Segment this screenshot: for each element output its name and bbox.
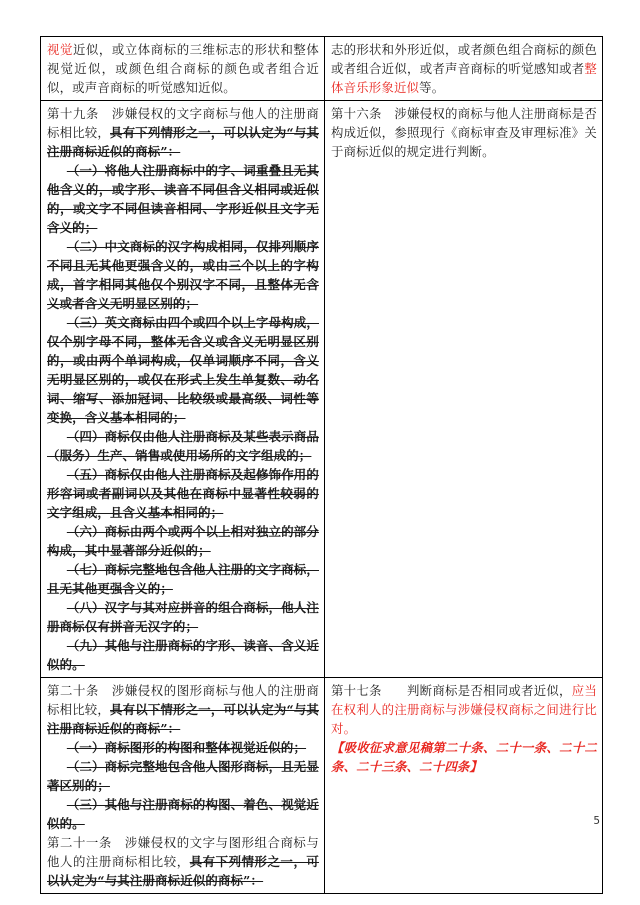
page-number: 5 bbox=[593, 815, 600, 827]
left-cell bbox=[41, 678, 325, 894]
deleted-text: 具有以下情形之一，可以认定为“与其注册商标近似的商标”： bbox=[47, 702, 320, 736]
deleted-item: （九）其他与注册商标的字形、读音、含义近似的。 bbox=[47, 638, 319, 672]
text-run: 第二十条 涉嫌侵权的图形商标与他人的注册商标相比较， bbox=[47, 683, 319, 717]
table-row bbox=[41, 101, 603, 678]
text-run: 第十七条 判断商标是否相同或者近似， bbox=[331, 683, 572, 698]
deleted-item: （二）中文商标的汉字构成相同，仅排列顺序不同且无其他更强含义的，或由三个以上的字构成，首字相同其他仅个别汉字不同，且整体无含义或者含义无明显区别的； bbox=[47, 239, 319, 311]
deleted-item: （七）商标完整地包含他人注册的文字商标，且无其他更强含义的； bbox=[47, 562, 319, 596]
article-intro bbox=[47, 104, 319, 161]
right-cell bbox=[325, 37, 603, 101]
deleted-item: （八）汉字与其对应拼音的组合商标，他人注册商标仅有拼音无汉字的； bbox=[47, 600, 319, 634]
deleted-item: （一）将他人注册商标中的字、词重叠且无其他含义的，或字形、读音不同但含义相同或近似的，或文字不同但读音相同、字形近似且文字无含义的； bbox=[47, 163, 319, 235]
table-row bbox=[41, 678, 603, 894]
text-run: 等。 bbox=[419, 80, 445, 95]
deleted-text: 具有下列情形之一，可以认定为“与其注册商标近似的商标”： bbox=[47, 125, 320, 159]
deleted-item: （五）商标仅由他人注册商标及起修饰作用的形容词或者副词以及其他在商标中显著性较弱的文字组成，且含义基本相同的； bbox=[47, 467, 319, 520]
deleted-item: （六）商标由两个或两个以上相对独立的部分构成，其中显著部分近似的； bbox=[47, 524, 319, 558]
right-cell bbox=[325, 678, 603, 894]
article-text bbox=[331, 681, 597, 738]
text-run: 近似，或立体商标的三维标志的形状和整体视觉近似，或颜色组合商标的颜色或者组合近似，或声音商标的听觉感知近似。 bbox=[47, 42, 319, 95]
deleted-item: （三）英文商标由四个或四个以上字母构成，仅个别字母不同，整体无含义或含义无明显区别的，或由两个单词构成，仅单词顺序不同，含义无明显区别的，或仅在形式上发生单复数、动名词、缩写、添加冠词、比较级或最高级、词性等变换，含义基本相同的； bbox=[47, 315, 319, 425]
table-row bbox=[41, 37, 603, 101]
deleted-item: （四）商标仅由他人注册商标及某些表示商品（服务）生产、销售或使用场所的文字组成的； bbox=[47, 429, 319, 463]
article-intro bbox=[47, 681, 319, 738]
deleted-item: （二）商标完整地包含他人图形商标，且无显著区别的； bbox=[47, 759, 319, 793]
text-run: 视觉 bbox=[47, 42, 73, 57]
left-cell bbox=[41, 37, 325, 101]
deleted-item: （一）商标图形的构图和整体视觉近似的； bbox=[66, 740, 307, 755]
article-text: 第十六条 涉嫌侵权的商标与他人注册商标是否构成近似，参照现行《商标审查及审理标准》关于商标近似的规定进行判断。 bbox=[331, 106, 597, 159]
deleted-text: 具有下列情形之一，可以认定为“与其注册商标近似的商标”： bbox=[47, 854, 320, 888]
right-cell bbox=[325, 101, 603, 678]
text-run: 第十九条 涉嫌侵权的文字商标与他人的注册商标相比较， bbox=[47, 106, 319, 140]
text-run: 第二十一条 涉嫌侵权的文字与图形组合商标与他人的注册商标相比较， bbox=[47, 835, 319, 869]
article-intro bbox=[47, 833, 319, 890]
left-cell bbox=[41, 101, 325, 678]
editor-note: 【吸收征求意见稿第二十条、二十一条、二十二条、二十三条、二十四条】 bbox=[331, 740, 597, 774]
text-run: 应当在权利人的注册商标与涉嫌侵权商标之间进行比对。 bbox=[331, 683, 597, 736]
text-run: 整体音乐形象近似 bbox=[331, 61, 597, 95]
deleted-item: （三）其他与注册商标的构图、着色、视觉近似的。 bbox=[47, 797, 319, 831]
text-run: 志的形状和外形近似，或者颜色组合商标的颜色或者组合近似，或者声音商标的听觉感知或者 bbox=[331, 42, 597, 76]
comparison-table bbox=[40, 36, 603, 894]
